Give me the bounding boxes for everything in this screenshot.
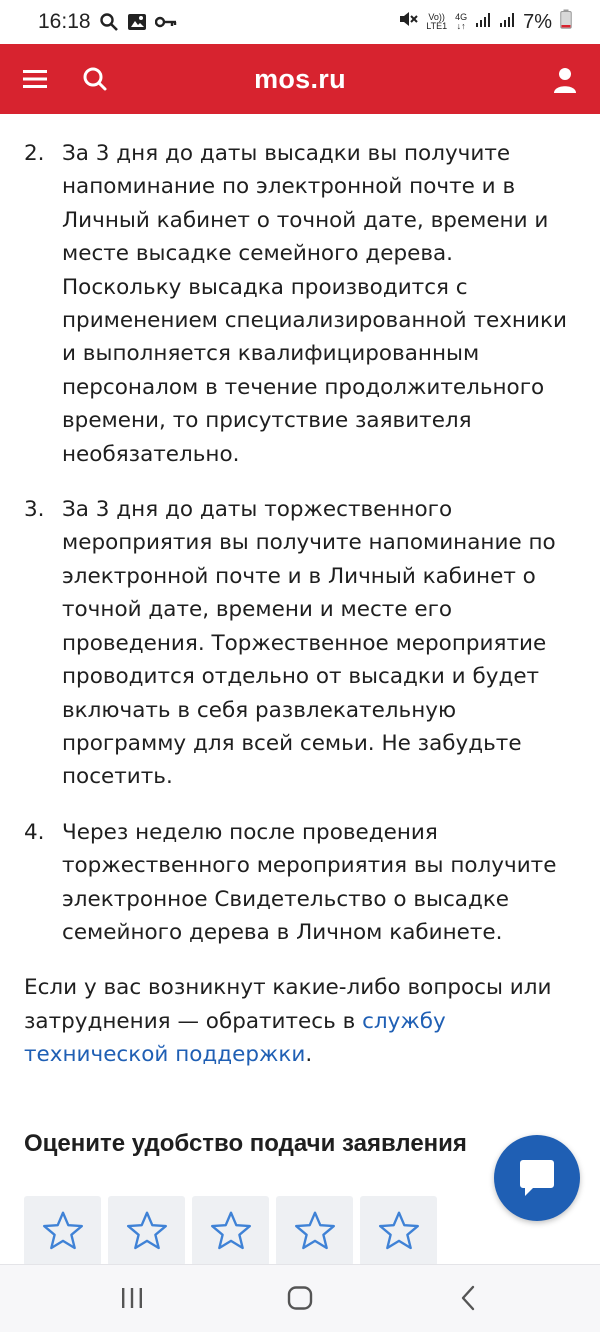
list-item <box>24 137 576 471</box>
signal-icon-2 <box>499 11 515 34</box>
list-item <box>24 493 576 794</box>
star-icon <box>125 1210 169 1252</box>
list-item <box>24 816 576 950</box>
star-button-4[interactable] <box>276 1196 353 1266</box>
site-logo[interactable]: mos.ru <box>254 63 346 94</box>
recent-apps-button[interactable] <box>118 1285 146 1315</box>
star-icon <box>293 1210 337 1252</box>
status-left <box>38 10 177 34</box>
star-icon <box>377 1210 421 1252</box>
system-navbar <box>0 1264 600 1332</box>
star-button-2[interactable] <box>108 1196 185 1266</box>
mute-icon <box>398 10 418 34</box>
status-right <box>398 9 572 35</box>
main-content <box>0 114 600 1266</box>
star-button-3[interactable] <box>192 1196 269 1266</box>
steps-list <box>24 137 576 949</box>
step-number: 2. <box>24 141 45 166</box>
gallery-notification-icon <box>127 13 147 31</box>
star-button-1[interactable] <box>24 1196 101 1266</box>
home-icon <box>286 1285 314 1311</box>
site-header <box>0 44 600 114</box>
chat-icon <box>517 1157 557 1199</box>
support-link[interactable]: службу технической поддержки <box>24 1008 446 1068</box>
status-bar <box>0 0 600 44</box>
support-text: Если у вас возникнут какие-либо вопросы или затруднения — обратитесь в <box>24 975 552 1034</box>
step-text: За 3 дня до даты высадки вы получите напоминание по электронной почте и в Личный кабинет о точной дате, времени и месте высадке семейного дерева. Поскольку высадка производится с применением специализированной техники и выполняется квалифицированным персоналом в течение продолжительного времени, то присутствие заявителя необязательно. <box>62 141 567 467</box>
recent-apps-icon <box>118 1285 146 1311</box>
step-text: За 3 дня до даты торжественного мероприятия вы получите напоминание по электронной почте и в Личный кабинет о точной дате, времени и месте его проведения. Торжественное мероприятие проводится отдельно от высадки и будет включать в себя развлекательную программу для всей семьи. Не забудьте посетить. <box>62 497 556 790</box>
key-notification-icon <box>155 15 177 29</box>
battery-percent: 7% <box>523 10 552 33</box>
star-button-5[interactable] <box>360 1196 437 1266</box>
back-icon <box>455 1285 483 1311</box>
step-text: Через неделю после проведения торжественного мероприятия вы получите электронное Свидетельство о высадке семейного дерева в Личном кабинете. <box>62 819 557 945</box>
support-paragraph <box>24 971 576 1071</box>
search-notification-icon <box>99 12 119 32</box>
step-number: 4. <box>24 819 45 845</box>
rating-stars <box>24 1196 576 1266</box>
user-icon <box>552 66 578 94</box>
user-button[interactable] <box>552 66 578 94</box>
chat-button[interactable] <box>494 1135 580 1221</box>
data-indicator: 4G ↓↑ <box>455 12 468 31</box>
back-button[interactable] <box>455 1285 483 1315</box>
star-icon <box>209 1210 253 1252</box>
signal-icon-1 <box>475 11 491 34</box>
step-number: 3. <box>24 497 45 523</box>
support-text-end: . <box>305 1042 313 1068</box>
home-button[interactable] <box>286 1285 314 1315</box>
battery-icon <box>560 9 572 35</box>
rating-title: Оцените удобство подачи заявления <box>24 1129 467 1157</box>
status-time: 16:18 <box>38 10 91 33</box>
volte-indicator: Vo)) LTE1 <box>426 12 448 31</box>
star-icon <box>41 1210 85 1252</box>
